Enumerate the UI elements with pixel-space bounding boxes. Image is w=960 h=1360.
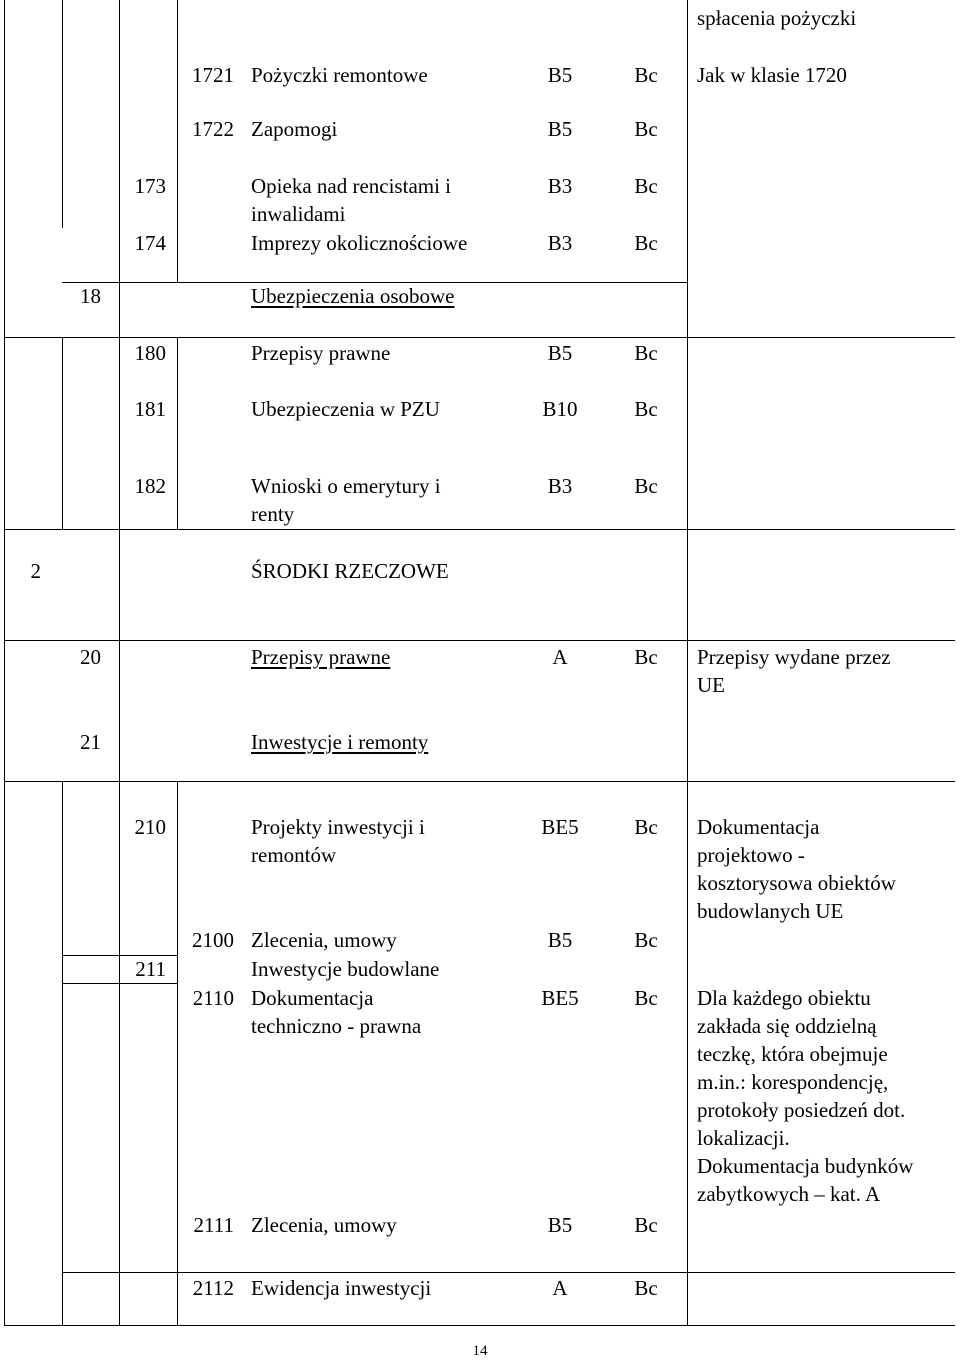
row-note-line: Przepisy wydane przez [697,645,891,669]
row-category-alt: Bc [634,1276,658,1300]
row-category: B3 [547,174,573,198]
grid-hline [4,781,955,782]
row-name-line: Ubezpieczenia w PZU [251,397,440,421]
row-category-alt: Bc [634,986,658,1010]
row-name-line: Przepisy prawne [251,341,391,365]
row-note-line: protokoły posiedzeń dot. [697,1098,906,1122]
row-name [251,955,439,983]
row-category-alt: Bc [634,815,658,839]
row-note [697,61,847,89]
row-name [251,395,440,423]
row-category-alt: Bc [634,474,658,498]
grid-hline [4,529,955,530]
row-category: B5 [547,117,573,141]
row-name-line: Dokumentacja [251,986,374,1010]
row-name-line: Ewidencja inwestycji [251,1276,432,1300]
row-code: 173 [134,174,166,198]
row-name [251,229,467,257]
row-note-line: Dla każdego obiektu [697,986,871,1010]
grid-hline [4,337,955,338]
row-note [697,4,856,32]
row-note-line: zakłada się oddzielną [697,1014,877,1038]
row-category: B5 [547,63,573,87]
row-code: 180 [134,341,166,365]
row-note-line: budowlanych UE [697,899,844,923]
row-code: 1721 [192,63,234,87]
row-name-line: Ubezpieczenia osobowe [251,284,455,308]
row-category-alt: Bc [634,1213,658,1237]
row-note-line: UE [697,673,725,697]
row-name-line: inwalidami [251,202,346,226]
row-name [251,643,390,671]
grid-vline [62,0,63,228]
grid-vline [62,781,63,1326]
row-name-line: Przepisy prawne [251,645,391,669]
row-name-line: Zapomogi [251,117,338,141]
row-category: A [552,1276,568,1300]
row-name-line: Zlecenia, umowy [251,928,397,952]
row-note-line: m.in.: korespondencję, [697,1070,889,1094]
row-code: 2100 [192,928,234,952]
row-category-alt: Bc [634,341,658,365]
row-name-line: techniczno - prawna [251,1014,422,1038]
row-name-line: remontów [251,843,337,867]
row-note-line: zabytkowych – kat. A [697,1182,881,1206]
row-category: B10 [542,397,578,421]
row-name [251,472,441,528]
row-note-line: kosztorysowa obiektów [697,871,896,895]
row-name-line: Wnioski o emerytury i [251,474,441,498]
row-code: 18 [80,284,101,308]
row-name-line: Inwestycje i remonty [251,730,429,754]
row-note-line: spłacenia pożyczki [697,6,857,30]
row-name [251,115,337,143]
row-note-line: Dokumentacja [697,815,820,839]
row-category: B5 [547,341,573,365]
grid-vline [62,337,63,529]
row-name-line: ŚRODKI RZECZOWE [251,559,449,583]
row-code: 21 [80,730,101,754]
grid-vline [687,0,688,1326]
row-note [697,813,896,925]
row-category: B3 [547,231,573,255]
grid-vline [177,781,178,1326]
row-code: 1722 [192,117,234,141]
row-note-line: projektowo - [697,843,805,867]
row-name [251,984,421,1040]
row-note-line: lokalizacji. [697,1126,790,1150]
row-code: 211 [135,957,166,981]
row-category: BE5 [541,815,579,839]
row-code: 2 [30,559,41,583]
row-name [251,1211,397,1239]
row-category-alt: Bc [634,231,658,255]
row-category-alt: Bc [634,63,658,87]
row-note-line: teczkę, która obejmuje [697,1042,888,1066]
row-name [251,1274,431,1302]
row-name-line: Imprezy okolicznościowe [251,231,468,255]
row-category: BE5 [541,986,579,1010]
grid-vline [177,337,178,529]
row-name [251,339,390,367]
row-code: 210 [134,815,166,839]
row-name [251,282,455,310]
page-number: 14 [472,1343,488,1359]
row-note-line: Dokumentacja budynków [697,1154,914,1178]
row-code: 182 [134,474,166,498]
row-category: B5 [547,928,573,952]
row-category: B3 [547,474,573,498]
row-code: 181 [134,397,166,421]
row-code: 2110 [192,986,234,1010]
row-name [251,557,449,585]
row-name [251,172,451,228]
grid-hline [62,1272,955,1273]
row-note [697,984,913,1208]
row-name-line: Opieka nad rencistami i [251,174,452,198]
row-note-line: Jak w klasie 1720 [697,63,847,87]
row-code: 20 [80,645,101,669]
row-name [251,61,428,89]
row-name-line: Inwestycje budowlane [251,957,440,981]
row-category-alt: Bc [634,645,658,669]
row-name [251,926,397,954]
row-category-alt: Bc [634,174,658,198]
row-category-alt: Bc [634,397,658,421]
row-note [697,643,891,699]
row-name-line: renty [251,502,295,526]
row-name [251,728,428,756]
row-category-alt: Bc [634,928,658,952]
row-name-line: Zlecenia, umowy [251,1213,397,1237]
row-name [251,813,425,869]
grid-hline [4,640,955,641]
row-name-line: Projekty inwestycji i [251,815,425,839]
row-category-alt: Bc [634,117,658,141]
row-category: B5 [547,1213,573,1237]
row-category: A [552,645,568,669]
row-code: 2112 [192,1276,234,1300]
row-code: 174 [134,231,166,255]
row-name-line: Pożyczki remontowe [251,63,428,87]
row-code: 2111 [193,1213,234,1237]
